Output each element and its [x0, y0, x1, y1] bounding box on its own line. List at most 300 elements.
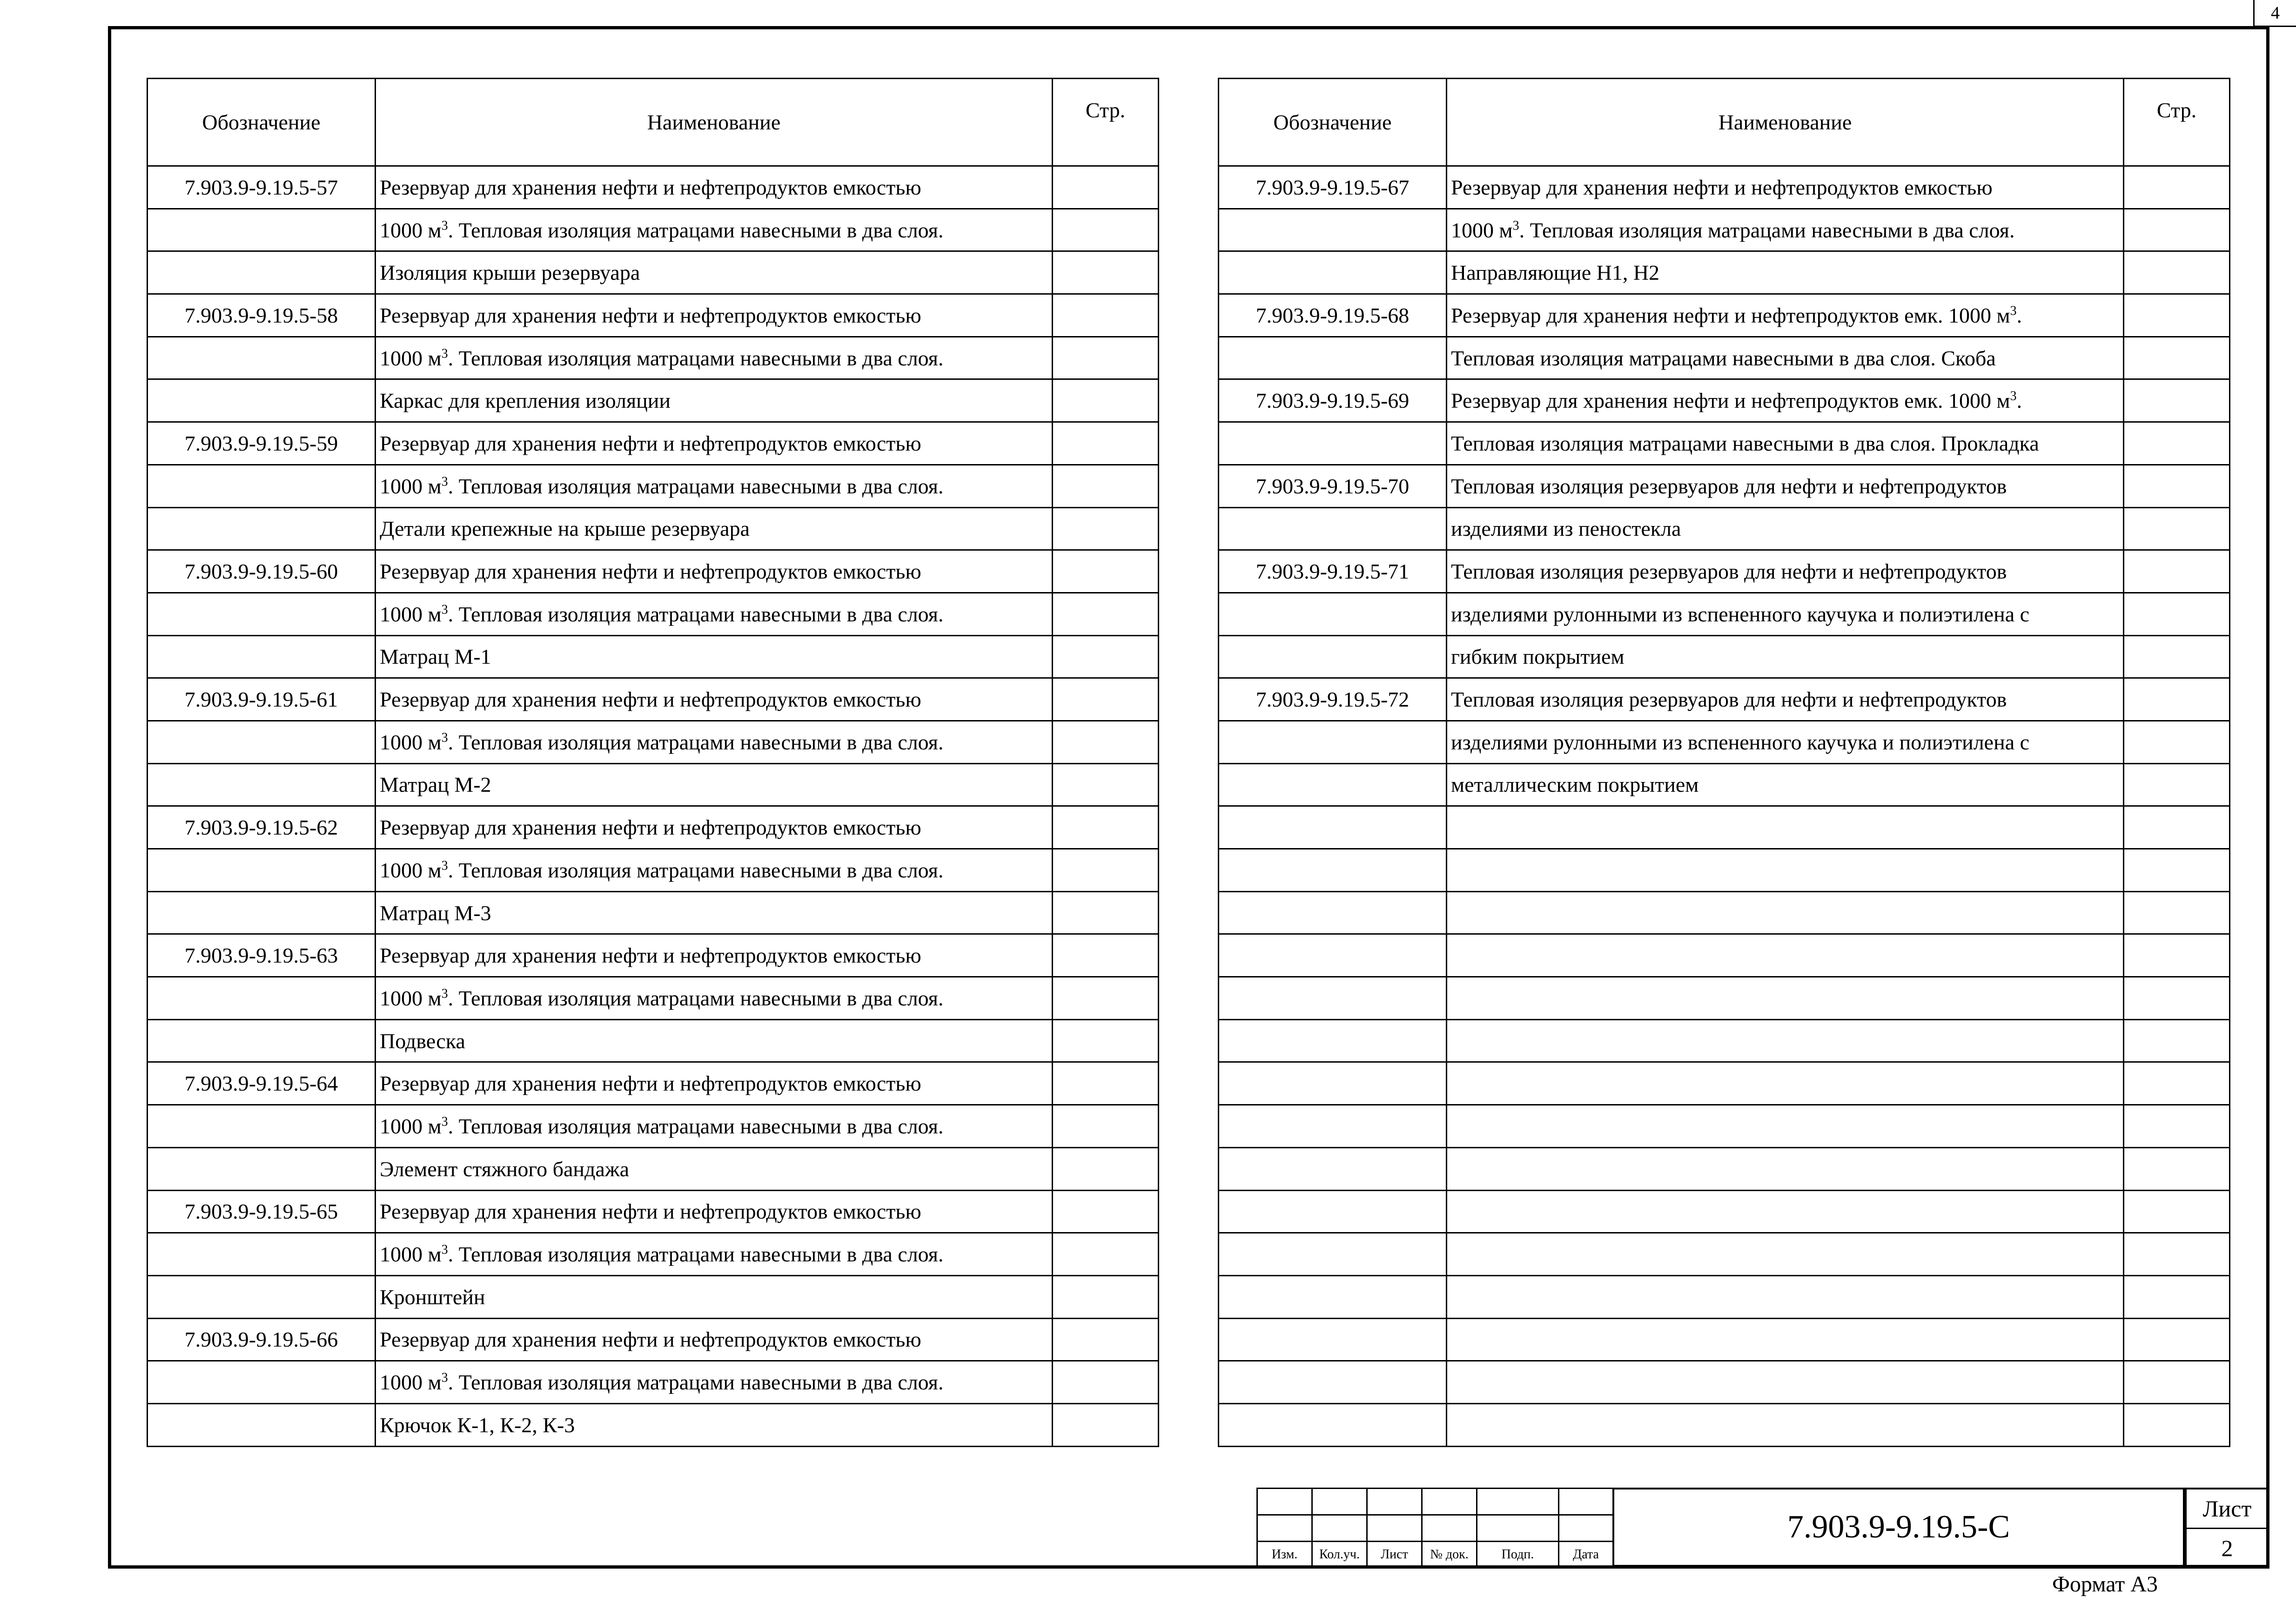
row-designation: [148, 1275, 376, 1318]
table-row: [1219, 251, 2230, 294]
table-row: [148, 1019, 1159, 1062]
row-name-text: 1000 м: [380, 1114, 442, 1138]
row-designation: 7.903.9-9.19.5-57: [148, 166, 376, 209]
row-name-text: гибким покрытием: [1451, 645, 1625, 669]
row-name: [1447, 1403, 2124, 1446]
row-name-superscript: 3: [441, 1370, 448, 1385]
table-row: [148, 507, 1159, 550]
title-block-sheet: [2185, 1488, 2269, 1567]
row-name: [376, 1019, 1053, 1062]
row-name-text: Резервуар для хранения нефти и нефтепродуктов емкостью: [380, 943, 921, 968]
row-designation: [1219, 635, 1447, 678]
table-row: [148, 891, 1159, 934]
row-designation: [1219, 849, 1447, 892]
right-header-row: [1219, 79, 2230, 166]
row-page: [2124, 1361, 2230, 1404]
row-name-text: Изоляция крыши резервуара: [380, 261, 640, 285]
row-name-text: Тепловая изоляция резервуаров для нефти и нефтепродуктов: [1451, 474, 2007, 498]
row-name: [1447, 1190, 2124, 1233]
row-designation: [148, 507, 376, 550]
row-name-text: Матрац М-1: [380, 645, 491, 669]
row-name-text-tail: .: [2016, 303, 2022, 327]
row-name-text-tail: . Тепловая изоляция матрацами навесными в два слоя.: [1519, 218, 2015, 242]
table-row: [148, 1190, 1159, 1233]
col-label-doc-no: № док.: [1422, 1542, 1477, 1568]
row-page: [2124, 507, 2230, 550]
row-name-text: Тепловая изоляция матрацами навесными в два слоя. Прокладка: [1451, 431, 2039, 455]
row-name-superscript: 3: [441, 1114, 448, 1129]
row-designation: [148, 1403, 376, 1446]
row-designation: [1219, 337, 1447, 379]
revision-labels-row: [1257, 1542, 1613, 1568]
row-name-superscript: 3: [441, 1242, 448, 1257]
row-name-text-tail: . Тепловая изоляция матрацами навесными в два слоя.: [448, 1114, 944, 1138]
row-name: [376, 593, 1053, 635]
row-designation: [148, 337, 376, 379]
table-row: [1219, 209, 2230, 251]
row-name-text: Резервуар для хранения нефти и нефтепродуктов емкостью: [380, 1071, 921, 1096]
row-name: [376, 1403, 1053, 1446]
col-label-list: Лист: [1367, 1542, 1422, 1568]
row-name: [376, 721, 1053, 763]
table-row: [148, 1275, 1159, 1318]
table-row: [148, 593, 1159, 635]
row-page: [1053, 337, 1159, 379]
row-designation: [1219, 1147, 1447, 1190]
row-name-text: 1000 м: [380, 1370, 442, 1395]
row-name-text: Кронштейн: [380, 1285, 485, 1309]
row-name-text: Резервуар для хранения нефти и нефтепродуктов емкостью: [380, 431, 921, 455]
row-page: [1053, 251, 1159, 294]
row-page: [2124, 422, 2230, 465]
row-name-text: 1000 м: [380, 730, 442, 754]
row-designation: [148, 763, 376, 806]
row-page: [1053, 1019, 1159, 1062]
row-name: [1447, 1019, 2124, 1062]
table-row: [1219, 379, 2230, 422]
row-name-text: Матрац М-2: [380, 773, 491, 797]
row-page: [2124, 1105, 2230, 1148]
row-page: [2124, 593, 2230, 635]
row-designation: [148, 977, 376, 1020]
row-name-text: 1000 м: [380, 602, 442, 626]
table-row: [148, 251, 1159, 294]
table-row: [148, 1233, 1159, 1276]
row-name-text: Элемент стяжного бандажа: [380, 1157, 630, 1181]
row-page: [1053, 721, 1159, 763]
table-row: [1219, 507, 2230, 550]
left-header-row: [148, 79, 1159, 166]
row-page: [1053, 891, 1159, 934]
row-name: [1447, 1275, 2124, 1318]
row-designation: 7.903.9-9.19.5-66: [148, 1318, 376, 1361]
row-name: [376, 1233, 1053, 1276]
row-page: [1053, 806, 1159, 849]
table-row: [1219, 1147, 2230, 1190]
row-designation: [1219, 1361, 1447, 1404]
row-name: [1447, 934, 2124, 977]
row-name: [1447, 721, 2124, 763]
row-page: [2124, 806, 2230, 849]
row-page: [1053, 1147, 1159, 1190]
row-designation: [148, 721, 376, 763]
title-block-doc-code: 7.903.9-9.19.5-С: [1612, 1488, 2185, 1567]
row-page: [1053, 1403, 1159, 1446]
table-row: [148, 806, 1159, 849]
table-row: [148, 465, 1159, 507]
table-row: [1219, 422, 2230, 465]
table-row: [1219, 635, 2230, 678]
row-page: [1053, 1062, 1159, 1105]
row-name-text-tail: . Тепловая изоляция матрацами навесными в два слоя.: [448, 602, 944, 626]
row-page: [1053, 635, 1159, 678]
row-designation: [148, 1105, 376, 1148]
row-name-text: Крючок К-1, К-2, К-3: [380, 1413, 575, 1437]
row-page: [1053, 507, 1159, 550]
row-name: [376, 337, 1053, 379]
row-name: [376, 678, 1053, 721]
table-row: [148, 209, 1159, 251]
row-page: [1053, 1190, 1159, 1233]
row-name: [1447, 763, 2124, 806]
table-row: [1219, 1233, 2230, 1276]
row-name-text: Резервуар для хранения нефти и нефтепродуктов емкостью: [380, 559, 921, 584]
table-row: [148, 1105, 1159, 1148]
row-name-superscript: 3: [441, 986, 448, 1001]
row-designation: [1219, 1105, 1447, 1148]
row-name-superscript: 3: [1512, 218, 1519, 233]
header-name: Наименование: [376, 79, 1053, 166]
table-row: [1219, 1403, 2230, 1446]
row-designation: 7.903.9-9.19.5-59: [148, 422, 376, 465]
table-row: [148, 1403, 1159, 1446]
row-name: [1447, 251, 2124, 294]
row-name: [1447, 209, 2124, 251]
row-page: [2124, 294, 2230, 337]
revision-row: [1257, 1489, 1613, 1515]
row-name: [1447, 550, 2124, 593]
table-row: [1219, 934, 2230, 977]
row-name: [1447, 1147, 2124, 1190]
row-name-text-tail: . Тепловая изоляция матрацами навесными в два слоя.: [448, 1242, 944, 1267]
row-name: [376, 550, 1053, 593]
table-row: [148, 635, 1159, 678]
table-row: [148, 294, 1159, 337]
table-row: [148, 422, 1159, 465]
row-page: [1053, 166, 1159, 209]
row-designation: [148, 465, 376, 507]
format-label: Формат А3: [2052, 1572, 2158, 1597]
row-designation: [1219, 934, 1447, 977]
row-page: [1053, 977, 1159, 1020]
row-name-text: Резервуар для хранения нефти и нефтепродуктов емкостью: [380, 175, 921, 199]
row-name: [376, 635, 1053, 678]
row-page: [2124, 465, 2230, 507]
row-page: [2124, 166, 2230, 209]
row-designation: 7.903.9-9.19.5-65: [148, 1190, 376, 1233]
table-row: [1219, 678, 2230, 721]
row-name: [376, 422, 1053, 465]
row-name-superscript: 3: [441, 730, 448, 745]
row-page: [2124, 849, 2230, 892]
row-page: [2124, 934, 2230, 977]
row-page: [2124, 1318, 2230, 1361]
row-name: [1447, 1105, 2124, 1148]
row-page: [1053, 379, 1159, 422]
row-designation: [1219, 806, 1447, 849]
row-page: [1053, 294, 1159, 337]
row-designation: 7.903.9-9.19.5-71: [1219, 550, 1447, 593]
table-row: [148, 1062, 1159, 1105]
row-name-text: 1000 м: [1451, 218, 1513, 242]
row-name-text: Каркас для крепления изоляции: [380, 389, 671, 413]
table-row: [1219, 977, 2230, 1020]
table-row: [1219, 166, 2230, 209]
row-name: [1447, 337, 2124, 379]
row-page: [2124, 1233, 2230, 1276]
row-page: [1053, 1233, 1159, 1276]
row-name: [1447, 1361, 2124, 1404]
row-designation: 7.903.9-9.19.5-72: [1219, 678, 1447, 721]
row-name: [1447, 1062, 2124, 1105]
row-designation: [148, 849, 376, 892]
row-designation: [1219, 763, 1447, 806]
row-name-text-tail: . Тепловая изоляция матрацами навесными в два слоя.: [448, 474, 944, 498]
row-name: [376, 1275, 1053, 1318]
header-name: Наименование: [1447, 79, 2124, 166]
row-name-text: Резервуар для хранения нефти и нефтепродуктов емкостью: [380, 303, 921, 327]
left-document-list: [147, 78, 1159, 1447]
row-name: [376, 1105, 1053, 1148]
row-name: [1447, 507, 2124, 550]
row-name-text: Направляющие Н1, Н2: [1451, 261, 1660, 285]
row-designation: [148, 379, 376, 422]
row-name: [376, 1318, 1053, 1361]
row-designation: [1219, 1190, 1447, 1233]
table-row: [1219, 721, 2230, 763]
right-document-list: [1218, 78, 2230, 1447]
row-designation: [1219, 891, 1447, 934]
table-row: [1219, 1105, 2230, 1148]
row-page: [1053, 1105, 1159, 1148]
row-page: [2124, 251, 2230, 294]
row-page: [2124, 977, 2230, 1020]
row-name-superscript: 3: [441, 218, 448, 233]
row-name: [376, 763, 1053, 806]
row-name: [376, 465, 1053, 507]
row-name: [376, 166, 1053, 209]
table-row: [1219, 1361, 2230, 1404]
row-page: [2124, 1275, 2230, 1318]
row-name-text: Подвеска: [380, 1029, 465, 1053]
row-name-superscript: 3: [441, 346, 448, 361]
table-row: [1219, 593, 2230, 635]
table-row: [148, 1147, 1159, 1190]
row-designation: [1219, 593, 1447, 635]
row-name-text-tail: . Тепловая изоляция матрацами навесными в два слоя.: [448, 858, 944, 882]
row-designation: 7.903.9-9.19.5-62: [148, 806, 376, 849]
row-page: [1053, 1361, 1159, 1404]
row-designation: [148, 1233, 376, 1276]
row-designation: [148, 251, 376, 294]
row-name-superscript: 3: [441, 858, 448, 873]
row-designation: [1219, 507, 1447, 550]
row-page: [1053, 763, 1159, 806]
row-name-text-tail: . Тепловая изоляция матрацами навесными в два слоя.: [448, 346, 944, 370]
row-name-text: металлическим покрытием: [1451, 773, 1699, 797]
table-row: [148, 1318, 1159, 1361]
col-label-izm: Изм.: [1257, 1542, 1312, 1568]
row-name: [1447, 849, 2124, 892]
row-name-text: изделиями рулонными из вспененного каучука и полиэтилена с: [1451, 602, 2030, 626]
row-name-text: Матрац М-3: [380, 901, 491, 925]
table-row: [148, 678, 1159, 721]
row-name-text: 1000 м: [380, 474, 442, 498]
row-name: [376, 507, 1053, 550]
row-page: [2124, 209, 2230, 251]
row-name: [376, 934, 1053, 977]
row-name-text: Тепловая изоляция матрацами навесными в два слоя. Скоба: [1451, 346, 1996, 370]
row-designation: [148, 1361, 376, 1404]
row-page: [2124, 635, 2230, 678]
row-designation: [1219, 422, 1447, 465]
row-name-text: 1000 м: [380, 1242, 442, 1267]
col-label-sign: Подп.: [1477, 1542, 1559, 1568]
corner-page-number: 4: [2253, 0, 2296, 27]
table-row: [148, 1361, 1159, 1404]
row-page: [1053, 678, 1159, 721]
row-page: [1053, 849, 1159, 892]
row-name-text-tail: . Тепловая изоляция матрацами навесными в два слоя.: [448, 218, 944, 242]
row-page: [2124, 1190, 2230, 1233]
row-page: [1053, 1275, 1159, 1318]
row-page: [2124, 1062, 2230, 1105]
row-designation: [1219, 1403, 1447, 1446]
row-page: [1053, 934, 1159, 977]
row-designation: 7.903.9-9.19.5-68: [1219, 294, 1447, 337]
title-block-revision-grid: [1256, 1488, 1614, 1569]
row-designation: [1219, 1019, 1447, 1062]
revision-row: [1257, 1515, 1613, 1542]
row-designation: [1219, 1275, 1447, 1318]
row-name: [376, 294, 1053, 337]
row-name: [376, 1062, 1053, 1105]
row-designation: [1219, 1062, 1447, 1105]
row-name: [1447, 379, 2124, 422]
row-designation: 7.903.9-9.19.5-67: [1219, 166, 1447, 209]
row-page: [2124, 891, 2230, 934]
row-page: [2124, 1403, 2230, 1446]
row-page: [1053, 465, 1159, 507]
sheet-number: 2: [2221, 1535, 2233, 1561]
row-designation: [1219, 1233, 1447, 1276]
row-name: [1447, 422, 2124, 465]
row-designation: 7.903.9-9.19.5-60: [148, 550, 376, 593]
row-designation: [148, 635, 376, 678]
row-name: [1447, 294, 2124, 337]
header-designation: Обозначение: [148, 79, 376, 166]
row-name-text: изделиями рулонными из вспененного каучука и полиэтилена с: [1451, 730, 2030, 754]
row-designation: 7.903.9-9.19.5-64: [148, 1062, 376, 1105]
row-name: [376, 849, 1053, 892]
row-name-text-tail: . Тепловая изоляция матрацами навесными в два слоя.: [448, 986, 944, 1010]
row-page: [2124, 763, 2230, 806]
table-row: [1219, 1019, 2230, 1062]
row-name-text: Детали крепежные на крыше резервуара: [380, 517, 750, 541]
row-designation: 7.903.9-9.19.5-70: [1219, 465, 1447, 507]
table-row: [148, 550, 1159, 593]
row-page: [2124, 1019, 2230, 1062]
row-name: [376, 1147, 1053, 1190]
row-designation: 7.903.9-9.19.5-58: [148, 294, 376, 337]
table-row: [148, 934, 1159, 977]
row-designation: [148, 891, 376, 934]
row-designation: [1219, 209, 1447, 251]
row-designation: [148, 593, 376, 635]
row-name: [1447, 593, 2124, 635]
row-name-text: Резервуар для хранения нефти и нефтепродуктов емк. 1000 м: [1451, 389, 2010, 413]
row-name: [376, 806, 1053, 849]
row-name-text: Тепловая изоляция резервуаров для нефти и нефтепродуктов: [1451, 559, 2007, 584]
row-page: [1053, 593, 1159, 635]
row-name-text-tail: . Тепловая изоляция матрацами навесными в два слоя.: [448, 1370, 944, 1395]
row-name-text: Резервуар для хранения нефти и нефтепродуктов емкостью: [1451, 175, 1993, 199]
row-designation: [1219, 977, 1447, 1020]
table-row: [1219, 550, 2230, 593]
row-name-superscript: 3: [2010, 389, 2017, 404]
row-name-text: Резервуар для хранения нефти и нефтепродуктов емкостью: [380, 687, 921, 712]
row-designation: [1219, 251, 1447, 294]
row-name: [1447, 1318, 2124, 1361]
row-name: [376, 251, 1053, 294]
table-row: [148, 337, 1159, 379]
row-page: [1053, 422, 1159, 465]
col-label-kol-uch: Кол.уч.: [1312, 1542, 1367, 1568]
row-name: [376, 1190, 1053, 1233]
row-name-text: 1000 м: [380, 858, 442, 882]
row-page: [1053, 209, 1159, 251]
row-name-text-tail: .: [2016, 389, 2022, 413]
table-row: [1219, 763, 2230, 806]
row-name: [1447, 166, 2124, 209]
row-name-text: изделиями из пеностекла: [1451, 517, 1681, 541]
table-row: [1219, 1062, 2230, 1105]
row-name-superscript: 3: [2010, 303, 2017, 318]
row-page: [1053, 550, 1159, 593]
row-page: [1053, 1318, 1159, 1361]
row-page: [2124, 379, 2230, 422]
header-designation: Обозначение: [1219, 79, 1447, 166]
header-page: Стр.: [2124, 79, 2230, 166]
row-name: [1447, 678, 2124, 721]
row-name-text: 1000 м: [380, 218, 442, 242]
table-row: [1219, 1275, 2230, 1318]
row-name-text: Резервуар для хранения нефти и нефтепродуктов емк. 1000 м: [1451, 303, 2010, 327]
row-name-text: Резервуар для хранения нефти и нефтепродуктов емкостью: [380, 1328, 921, 1352]
table-row: [1219, 891, 2230, 934]
row-designation: 7.903.9-9.19.5-63: [148, 934, 376, 977]
row-name-text: Резервуар для хранения нефти и нефтепродуктов емкостью: [380, 1199, 921, 1224]
row-designation: [148, 1019, 376, 1062]
table-row: [1219, 1318, 2230, 1361]
row-name: [1447, 465, 2124, 507]
row-name: [1447, 1233, 2124, 1276]
row-name-text: 1000 м: [380, 346, 442, 370]
row-name: [1447, 891, 2124, 934]
table-row: [1219, 849, 2230, 892]
row-page: [2124, 678, 2230, 721]
row-designation: [148, 1147, 376, 1190]
